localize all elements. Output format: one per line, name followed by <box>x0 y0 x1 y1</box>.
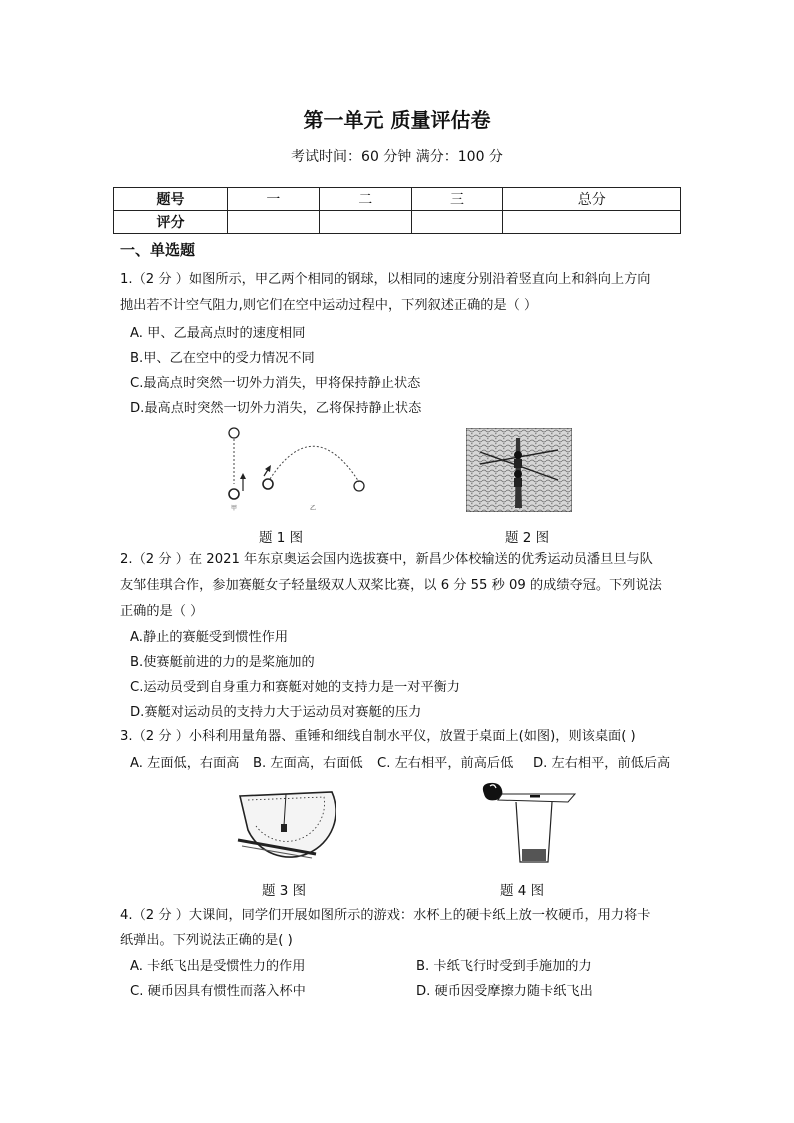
question-1-line: 抛出若不计空气阻力,则它们在空中运动过程中，下列叙述正确的是（ ） <box>120 298 538 313</box>
q1-option-b: B.甲、乙在空中的受力情况不同 <box>130 351 315 366</box>
score-table <box>113 187 681 234</box>
question-4-line: 4.（2 分 ）大课间，同学们开展如图所示的游戏：水杯上的硬卡纸上放一枚硬币，用力将卡 <box>120 908 651 923</box>
score-table-cell: 评分 <box>114 211 228 234</box>
score-table-cell <box>228 211 320 234</box>
q1-option-a: A. 甲、乙最高点时的速度相同 <box>130 326 306 341</box>
q2-option-b: B.使赛艇前进的力的是桨施加的 <box>130 655 315 670</box>
score-table-cell: 三 <box>411 188 503 211</box>
score-table-cell <box>319 211 411 234</box>
q2-option-c: C.运动员受到自身重力和赛艇对她的支持力是一对平衡力 <box>130 680 460 695</box>
q4-option-d: D. 硬币因受摩擦力随卡纸飞出 <box>416 984 593 999</box>
q4-option-c: C. 硬币因具有惯性而落入杯中 <box>130 984 306 999</box>
score-table-cell: 题号 <box>114 188 228 211</box>
figure-1-caption: 题 1 图 <box>259 530 304 546</box>
q1-option-d: D.最高点时突然一切外力消失，乙将保持静止状态 <box>130 401 422 416</box>
figure-2-caption: 题 2 图 <box>505 530 550 546</box>
question-2-line: 正确的是（ ） <box>120 604 204 619</box>
score-table-cell: 二 <box>319 188 411 211</box>
exam-info: 考试时间：60 分钟 满分：100 分 <box>291 149 503 165</box>
figure-2-rowing-photo <box>466 428 572 512</box>
q3-option-b: B. 左面高，右面低 <box>253 756 363 771</box>
score-table-score-row <box>114 211 681 234</box>
section-heading: 一、单选题 <box>120 241 196 259</box>
q4-option-a: A. 卡纸飞出是受惯性力的作用 <box>130 959 306 974</box>
score-table-cell: 一 <box>228 188 320 211</box>
question-2-line: 2.（2 分 ）在 2021 年东京奥运会国内选拔赛中，新昌少体校输送的优秀运动员潘旦旦与队 <box>120 552 653 567</box>
figure-4-cup-card <box>474 780 580 866</box>
q3-option-d: D. 左右相平，前低后高 <box>533 756 671 771</box>
score-table-cell: 总分 <box>503 188 681 211</box>
question-2-line: 友邹佳琪合作，参加赛艇女子轻量级双人双桨比赛，以 6 分 55 秒 09 的成绩夺冠。下列说法 <box>120 578 662 593</box>
figure-3-caption: 题 3 图 <box>262 883 307 899</box>
q4-option-b: B. 卡纸飞行时受到手施加的力 <box>416 959 592 974</box>
score-table-header-row <box>114 188 681 211</box>
figure-3-level-device <box>236 788 336 860</box>
score-table-cell <box>503 211 681 234</box>
q3-option-c: C. 左右相平，前高后低 <box>377 756 514 771</box>
figure-1-label-yi: 乙 <box>310 505 317 512</box>
figure-4-caption: 题 4 图 <box>500 883 545 899</box>
question-3-line: 3.（2 分 ）小科利用量角器、重锤和细线自制水平仪，放置于桌面上(如图)，则该桌面( ) <box>120 729 636 744</box>
figure-1-label-jia: 甲 <box>231 505 238 512</box>
score-table-cell <box>411 211 503 234</box>
q2-option-a: A.静止的赛艇受到惯性作用 <box>130 630 289 645</box>
figure-1-trajectory <box>222 424 372 516</box>
q2-option-d: D.赛艇对运动员的支持力大于运动员对赛艇的压力 <box>130 705 422 720</box>
question-4-line: 纸弹出。下列说法正确的是( ) <box>120 933 293 948</box>
q1-option-c: C.最高点时突然一切外力消失，甲将保持静止状态 <box>130 376 421 391</box>
q3-option-a: A. 左面低，右面高 <box>130 756 240 771</box>
page-title: 第一单元 质量评估卷 <box>303 108 491 132</box>
question-1-line: 1.（2 分 ）如图所示，甲乙两个相同的钢球，以相同的速度分别沿着竖直向上和斜向上方向 <box>120 272 651 287</box>
